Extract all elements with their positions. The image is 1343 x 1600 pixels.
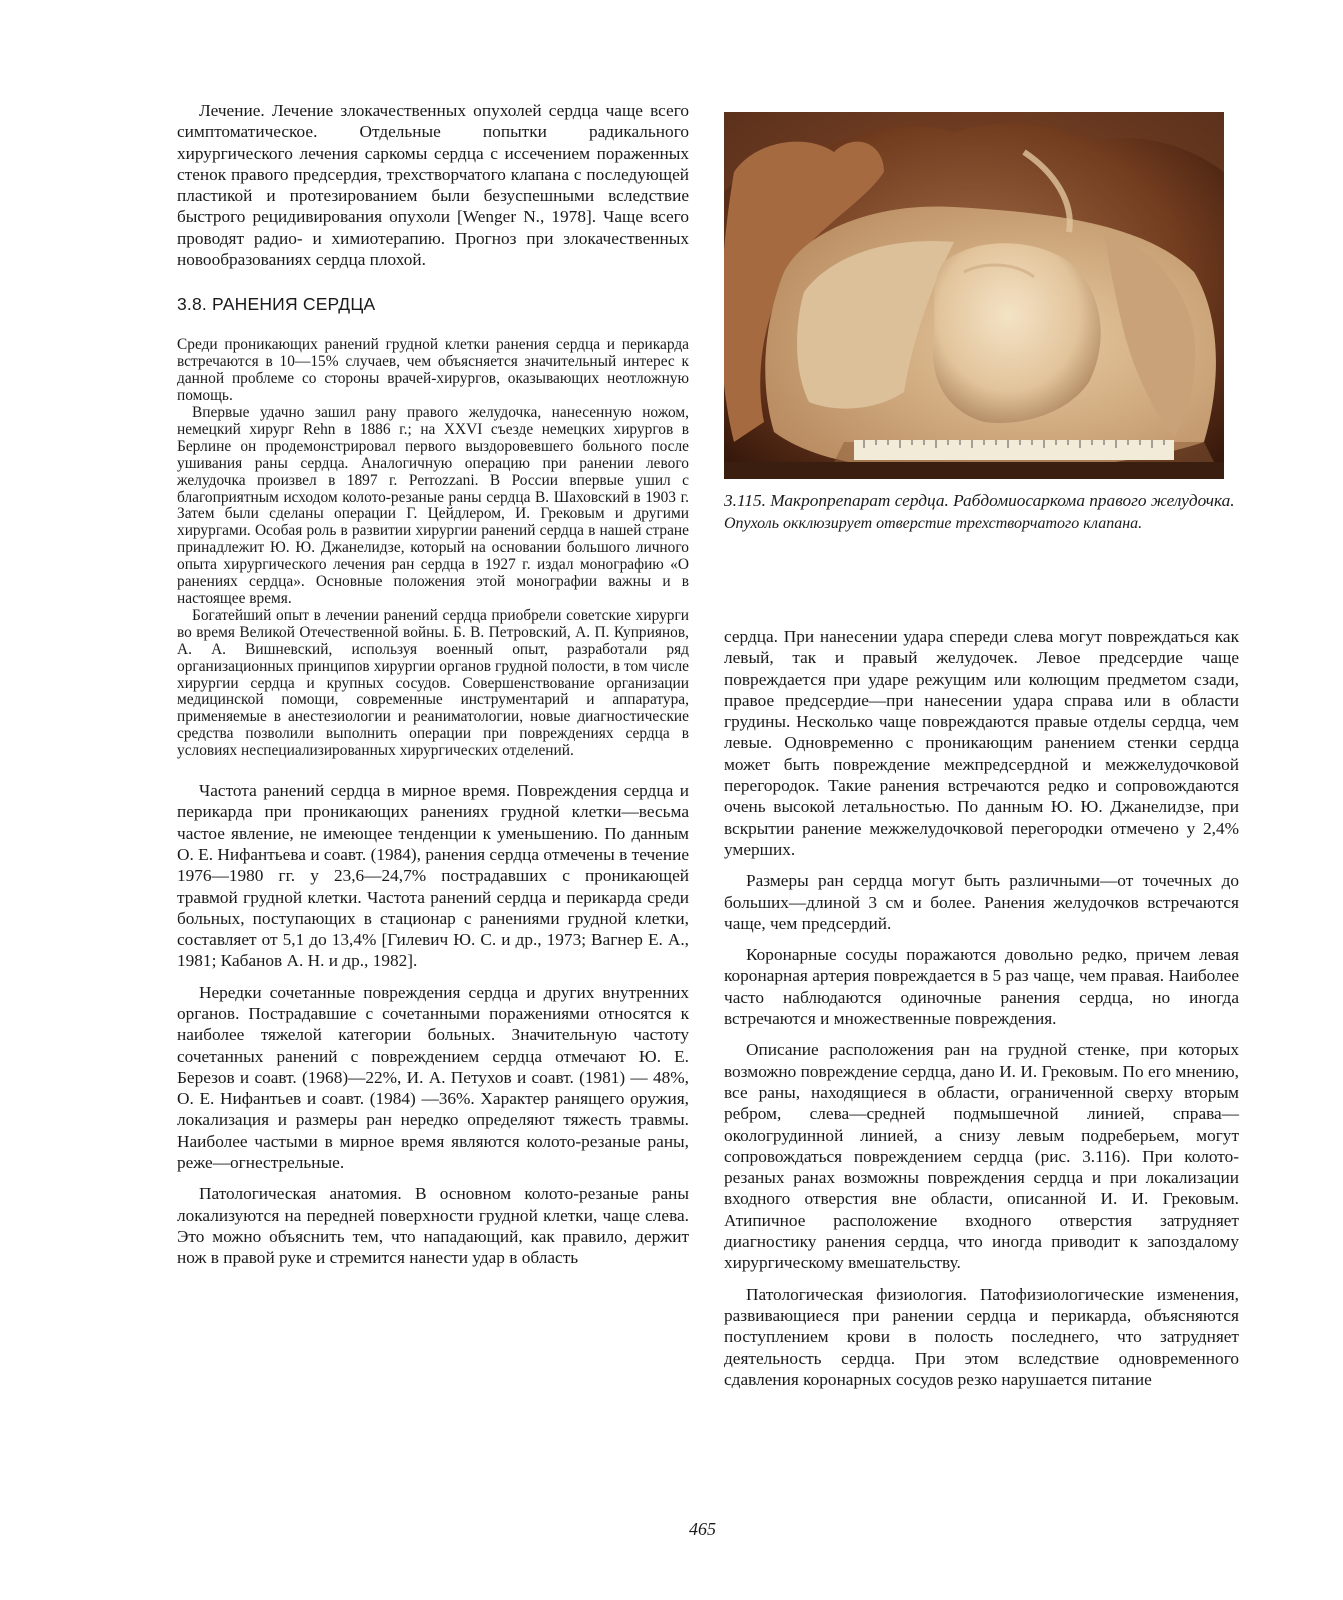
wound-size-paragraph: Размеры ран сердца могут быть различными—от точечных до больших—длиной 3 см и более. Ранения желудочков встречаются чаще, чем предсердий. — [724, 871, 1239, 933]
continued-paragraph: сердца. При нанесении удара спереди слева могут повреждаться как левый, так и правый желудочек. Левое предсердие чаще повреждается при ударе режущим или колющим предметом сзади, правое предсердие—при нанесении удара справа или в области грудины. Несколько чаще повреждаются правые отделы сердца, чем левые. Одновременно с проникающим ранением стенки сердца может быть повреждение межпредсердной и межжелудочковой перегородок. Такие ранения встречаются редко и сопровождаются очень высокой летальностью. По данным Ю. Ю. Джанелидзе, при вскрытии ранение межжелудочковой перегородки отмечено у 2,4% умерших. — [724, 627, 1239, 859]
section-heading: 3.8. РАНЕНИЯ СЕРДЦА — [177, 294, 376, 315]
wound-location-paragraph: Описание расположения ран на грудной стенке, при которых возможно повреждение сердца, дано И. И. Грековым. По его мнению, все раны, находящиеся в области, ограниченной сверху вторым ребром, слева—средней подмышечной линией, справа—окологрудинной линией, а снизу левым подреберьем, могут сопровождаться повреждением сердца (рис. 3.116). При колото-резаных ранах возможны повреждения сердца и при локализации входного отверстия вне области, описанной И. И. Грековым. Атипичное расположение входного отверстия затрудняет диагностику ранения сердца, что иногда приводит к запоздалому хирургическому вмешательству. — [724, 1040, 1239, 1273]
intro-paragraph: Впервые удачно зашил рану правого желудочка, нанесенную ножом, немецкий хирург Rehn в 1886 г.; на XXVI съезде немецких хирургов в Берлине он продемонстрировал первого выздоровевшего больного после ушивания раны сердца. Аналогичную операцию при ранении левого желудочка произвел в 1897 г. Perrozzani. В России впервые ушил с благоприятным исходом колото-резаные раны сердца В. Шаховский в 1903 г. Затем были сделаны операции Г. Цейдлером, И. Грековым и другими хирургами. Особая роль в развитии хирургии ранений сердца в нашей стране принадлежит Ю. Ю. Джанелидзе, который на основании большого личного опыта хирургического лечения ран сердца в 1927 г. издал монографию «О ранениях сердца». Основные положения этой монографии важны и в настоящее время. — [177, 404, 689, 607]
section-intro — [177, 337, 689, 760]
intro-paragraph: Среди проникающих ранений грудной клетки ранения сердца и перикарда встречаются в 10—15% случаев, чем объясняется значительный интерес к данной проблеме со стороны врачей-хирургов, оказывающих неотложную помощь. — [177, 336, 689, 405]
coronary-vessels-paragraph: Коронарные сосуды поражаются довольно редко, причем левая коронарная артерия повреждается в 5 раз чаще, чем правая. Наиболее часто наблюдаются одиночные ранения сердца, но иногда встречаются и множественные повреждения. — [724, 945, 1239, 1029]
caption-body: Опухоль окклюзирует отверстие трехстворчатого клапана. — [724, 515, 1143, 532]
combined-injuries-paragraph: Нередки сочетанные повреждения сердца и других внутренних органов. Пострадавшие с сочетанными поражениями относятся к наиболее тяжелой категории больных. Значительную частоту сочетанных ранений с повреждением сердца отмечают Ю. Е. Березов и соавт. (1968)—22%, И. А. Петухов и соавт. (1981) — 48%, О. Е. Нифантьев и соавт. (1984) —36%. Характер ранящего оружия, локализация и размеры ран нередко определяют тяжесть травмы. Наиболее частыми в мирное время являются колото-резаные раны, реже—огнестрельные. — [177, 982, 689, 1173]
right-column — [724, 626, 1239, 1390]
pathophysiology-paragraph: Патологическая физиология. Патофизиологические изменения, развивающиеся при ранении сердца и перикарда, объясняются поступлением крови в полость последнего, что затрудняет деятельность сердца. При этом вследствие одновременного сдавления коронарных сосудов резко нарушается питание — [724, 1284, 1239, 1389]
caption-title: 3.115. Макропрепарат сердца. Рабдомиосаркома правого желудочка. — [724, 491, 1235, 510]
heart-specimen-photo — [724, 112, 1224, 479]
pathological-anatomy-paragraph: Патологическая анатомия. В основном колото-резаные раны локализуются на передней поверхности грудной клетки, чаще слева. Это можно объяснить тем, что нападающий, как правило, держит нож в правой руке и стремится нанести удар в область — [177, 1184, 689, 1268]
treatment-paragraph: Лечение. Лечение злокачественных опухолей сердца чаще всего симптоматическое. Отдельные попытки радикального хирургического лечения саркомы сердца с иссечением пораженных стенок правого предсердия, трехстворчатого клапана с последующей пластикой и протезированием были безуспешными вследствие быстрого рецидивирования опухоли [Wenger N., 1978]. Чаще всего проводят радио- и химиотерапию. Прогноз при злокачественных новообразованиях сердца плохой. — [177, 101, 689, 270]
left-column — [177, 100, 689, 1269]
page-number: 465 — [689, 1519, 716, 1539]
frequency-paragraph: Частота ранений сердца в мирное время. Повреждения сердца и перикарда при проникающих ранениях грудной клетки—весьма частое явление, не имеющее тенденции к уменьшению. По данным О. Е. Нифантьева и соавт. (1984), ранения сердца отмечены в течение 1976—1980 гг. у 23,6—24,7% пострадавших с проникающей травмой грудной клетки. Частота ранений сердца и перикарда среди больных, поступающих в стационар с ранениями грудной клетки, составляет от 5,1 до 13,4% [Гилевич Ю. С. и др., 1973; Вагнер Е. А., 1981; Кабанов А. Н. и др., 1982]. — [177, 781, 689, 971]
figure-caption — [724, 491, 1254, 533]
figure-3-115 — [724, 112, 1224, 479]
intro-paragraph: Богатейший опыт в лечении ранений сердца приобрели советские хирурги во время Великой Отечественной войны. Б. В. Петровский, А. П. Куприянов, А. А. Вишневский, используя военный опыт, разработали ряд организационных принципов хирургии органов грудной полости, в том числе хирургии сердца и крупных сосудов. Совершенствование организации медицинской помощи, современные инструментарий и аппаратура, применяемые в анестезиологии и реаниматологии, новые диагностические средства позволили выполнить операции при повреждениях сердца в условиях неспециализированных хирургических отделений. — [177, 606, 689, 760]
